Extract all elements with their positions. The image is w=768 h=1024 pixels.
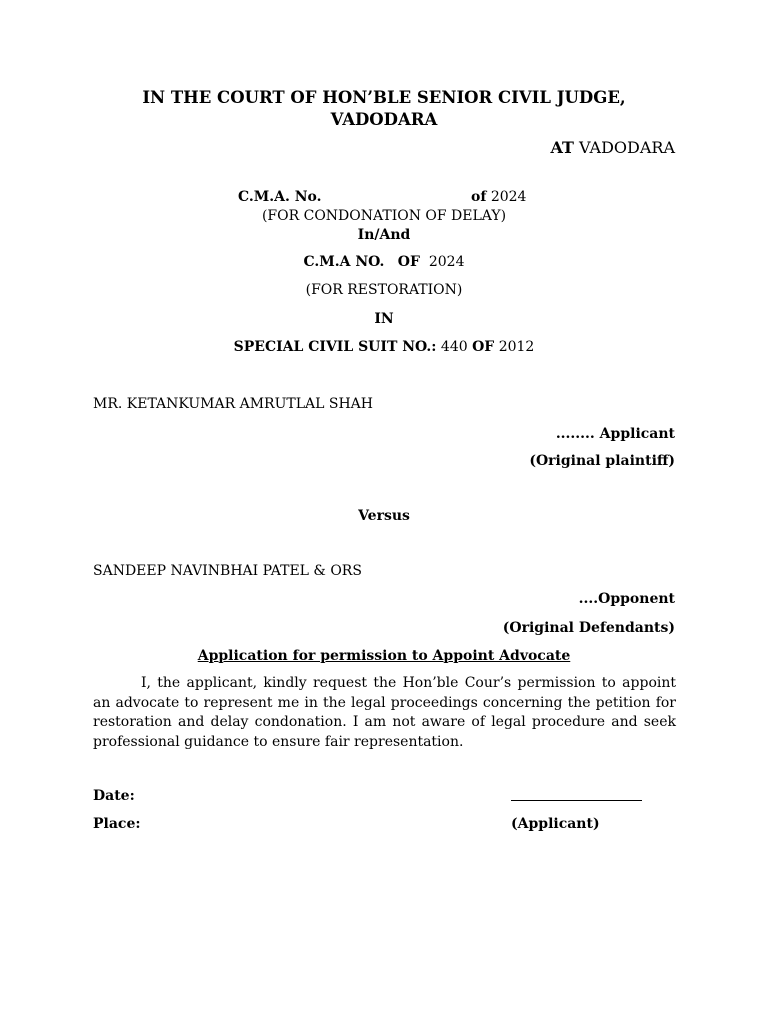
place-label: Place: bbox=[93, 816, 141, 832]
at-place: VADODARA bbox=[579, 138, 675, 157]
opponent-name: SANDEEP NAVINBHAI PATEL & ORS bbox=[93, 563, 362, 579]
court-location bbox=[551, 140, 676, 156]
cma2-label: C.M.A NO. bbox=[303, 254, 385, 270]
date-label: Date: bbox=[93, 788, 135, 804]
applicant-name: MR. KETANKUMAR AMRUTLAL SHAH bbox=[93, 396, 373, 412]
in-label: IN bbox=[374, 311, 394, 327]
signature-line bbox=[511, 800, 642, 801]
applicant-original: (Original plaintiff) bbox=[529, 453, 675, 469]
in-and-label: In/And bbox=[357, 227, 411, 243]
signatory-label: (Applicant) bbox=[511, 816, 600, 832]
cma2-purpose: (FOR RESTORATION) bbox=[305, 282, 463, 298]
applicant-role: ........ Applicant bbox=[555, 426, 675, 442]
suit-line bbox=[0, 340, 768, 354]
versus-label: Versus bbox=[358, 508, 410, 524]
suit-of: OF bbox=[472, 339, 495, 355]
cma2-of: OF bbox=[397, 254, 420, 270]
cma-purpose: (FOR CONDONATION OF DELAY) bbox=[261, 208, 507, 224]
cma2-line bbox=[0, 255, 768, 269]
suit-label: SPECIAL CIVIL SUIT NO.: bbox=[233, 339, 437, 355]
application-body: I, the applicant, kindly request the Hon’ble Cour’s permission to appoint an advocate to represent me in the legal proceedings concerning the petition for restoration and delay condonation. I am not aware of legal procedure and seek professional guidance to ensure fair representation. bbox=[93, 675, 676, 750]
court-title-line1: IN THE COURT OF HON’BLE SENIOR CIVIL JUDGE, bbox=[142, 88, 626, 107]
application-heading: Application for permission to Appoint Advocate bbox=[197, 648, 571, 664]
cma-of-year bbox=[471, 190, 526, 204]
cma2-year: 2024 bbox=[428, 254, 465, 270]
cma-of: of bbox=[471, 189, 487, 205]
cma-year: 2024 bbox=[490, 189, 527, 205]
at-label: AT bbox=[550, 138, 574, 157]
opponent-original: (Original Defendants) bbox=[502, 620, 675, 636]
suit-year: 2012 bbox=[498, 339, 535, 355]
suit-no: 440 bbox=[440, 339, 468, 355]
cma-label: C.M.A. No. bbox=[238, 189, 322, 205]
opponent-role: ....Opponent bbox=[578, 591, 675, 607]
court-title-line2: VADODARA bbox=[330, 110, 438, 129]
